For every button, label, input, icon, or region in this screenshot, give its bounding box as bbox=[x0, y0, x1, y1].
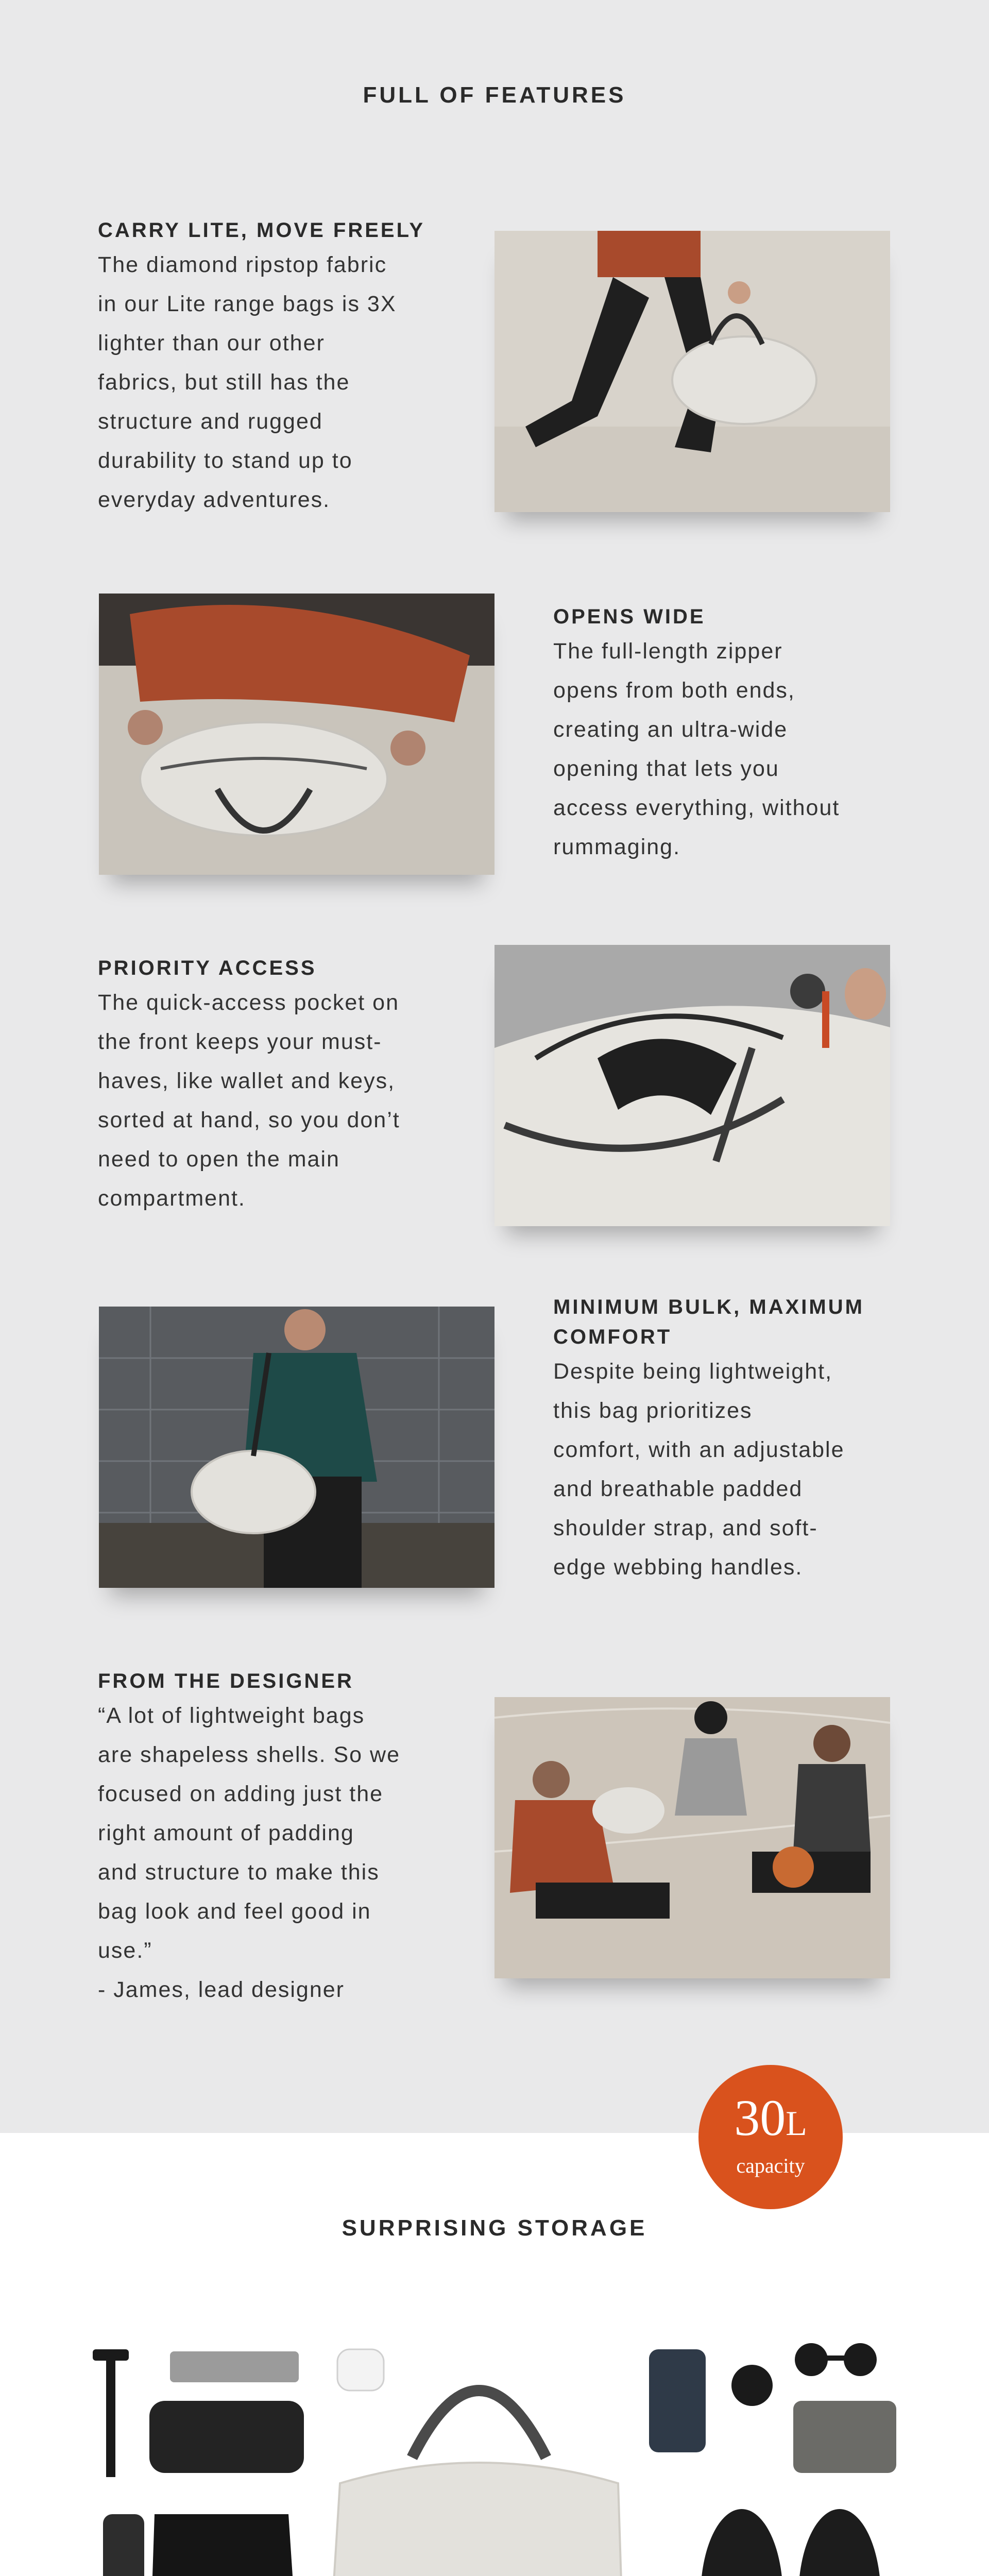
duffel-bag-icon bbox=[330, 2391, 623, 2576]
earbuds-case-icon bbox=[337, 2349, 384, 2391]
feature-body: The diamond ripstop fabric in our Lite range bags is 3X lighter than our other fabrics, but still has the structure and rugged durability to stand up to everyday adventures. bbox=[98, 252, 397, 512]
feature-carry-lite bbox=[98, 215, 458, 519]
feature-opens-wide bbox=[553, 602, 914, 867]
feature-title: FROM THE DESIGNER bbox=[98, 1670, 354, 1692]
features-heading: FULL OF FEATURES bbox=[363, 82, 626, 108]
feature-body: The full-length zipper opens from both ends, creating an ultra-wide opening that lets you access everything, without rummaging. bbox=[553, 639, 840, 859]
capacity-caption: capacity bbox=[736, 2154, 805, 2177]
feature-title: CARRY LITE, MOVE FREELY bbox=[98, 219, 425, 242]
feature-minimum-bulk bbox=[553, 1292, 924, 1587]
feature-body: Despite being lightweight, this bag prioritizes comfort, with an adjustable and breathable padded shoulder strap, and soft- edge webbing handles. bbox=[553, 1359, 845, 1580]
feature-title: MINIMUM BULK, MAXIMUM COMFORT bbox=[553, 1296, 864, 1348]
water-bottle-icon bbox=[103, 2514, 144, 2576]
feature-from-the-designer bbox=[98, 1666, 469, 2009]
capacity-unit: L bbox=[786, 2104, 807, 2143]
phone-icon bbox=[649, 2349, 706, 2452]
headband-icon bbox=[170, 2351, 299, 2382]
sunglasses-icon bbox=[795, 2343, 877, 2376]
storage-heading: SURPRISING STORAGE bbox=[342, 2215, 647, 2241]
capacity-badge bbox=[698, 2065, 843, 2209]
photo-group-sitting bbox=[494, 1697, 890, 1978]
feature-priority-access bbox=[98, 953, 458, 1218]
photo-front-pocket bbox=[494, 945, 890, 1226]
keyfob-icon bbox=[731, 2365, 773, 2406]
capacity-number: 30 bbox=[734, 2089, 786, 2146]
feature-title: PRIORITY ACCESS bbox=[98, 957, 317, 979]
hoodie-icon bbox=[149, 2514, 299, 2576]
photo-opening-bag bbox=[99, 594, 494, 875]
towel-icon bbox=[793, 2401, 896, 2473]
pump-icon bbox=[93, 2349, 129, 2477]
storage-flatlay-image bbox=[82, 2329, 907, 2576]
designer-quote: “A lot of lightweight bags are shapeless shells. So we focused on adding just the right amount of padding and structure to make this bag look and feel good in use.” - James, lead designer bbox=[98, 1703, 401, 2002]
photo-shoulder-strap bbox=[99, 1307, 494, 1588]
pouch-icon bbox=[149, 2401, 304, 2473]
shoes-icon bbox=[701, 2509, 881, 2576]
feature-title: OPENS WIDE bbox=[553, 605, 706, 628]
feature-body: The quick-access pocket on the front keeps your must- haves, like wallet and keys, sorted at hand, so you don’t need to open the main compartment. bbox=[98, 990, 400, 1211]
photo-walking-with-bag bbox=[494, 231, 890, 512]
